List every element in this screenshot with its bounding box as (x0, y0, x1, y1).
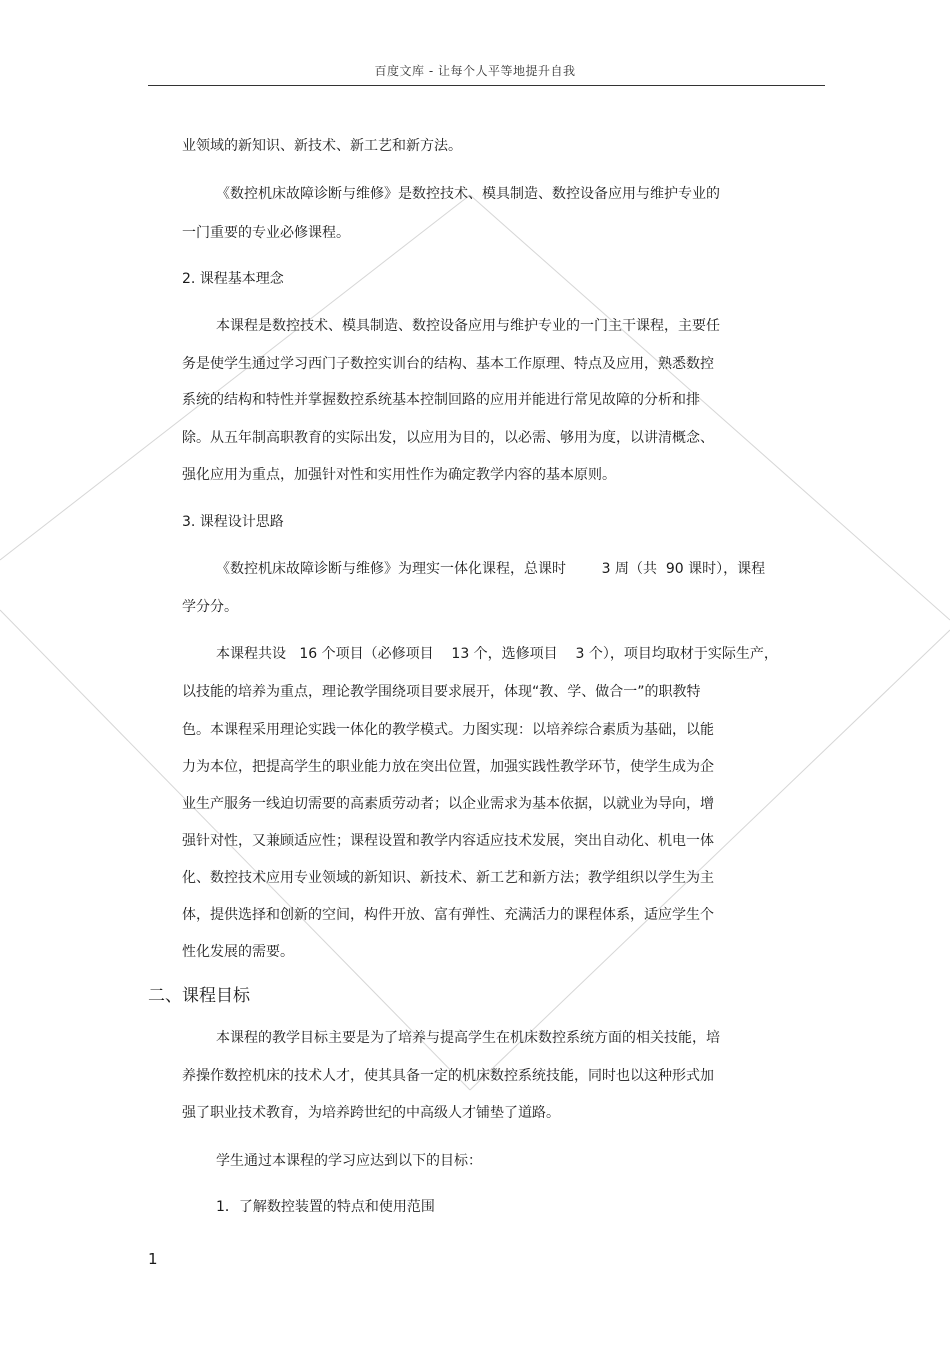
body-line: 力为本位，把提高学生的职业能力放在突出位置，加强实践性教学环节，使学生成为企 (182, 759, 714, 775)
body-line: 业领域的新知识、新技术、新工艺和新方法。 (182, 138, 462, 154)
paragraph-start: 《数控机床故障诊断与维修》为理实一体化课程，总课时 3 周（共 90 课时），课程 (216, 561, 766, 577)
body-line: 化、数控技术应用专业领域的新知识、新技术、新工艺和新方法；教学组织以学生为主 (182, 870, 714, 886)
body-line: 强化应用为重点，加强针对性和实用性作为确定教学内容的基本原则。 (182, 467, 616, 483)
body-line: 学分分。 (182, 599, 238, 615)
page-number: 1 (148, 1250, 158, 1268)
paragraph-start: 本课程的教学目标主要是为了培养与提高学生在机床数控系统方面的相关技能，培 (216, 1030, 720, 1046)
body-line: 色。本课程采用理论实践一体化的教学模式。力图实现：以培养综合素质为基础，以能 (182, 722, 714, 738)
body-line: 养操作数控机床的技术人才，使其具备一定的机床数控系统技能，同时也以这种形式加 (182, 1068, 714, 1084)
body-line: 性化发展的需要。 (182, 944, 294, 960)
body-line: 业生产服务一线迫切需要的高素质劳动者；以企业需求为基本依据，以就业为导向，增 (182, 796, 714, 812)
section-heading: 2. 课程基本理念 (182, 271, 284, 287)
body-line: 强针对性，又兼顾适应性；课程设置和教学内容适应技术发展，突出自动化、机电一体 (182, 833, 714, 849)
body-line: 系统的结构和特性并掌握数控系统基本控制回路的应用并能进行常见故障的分析和排 (182, 392, 700, 408)
paragraph-start: 《数控机床故障诊断与维修》是数控技术、模具制造、数控设备应用与维护专业的 (216, 186, 720, 202)
paragraph-start: 本课程共设 16 个项目（必修项目 13 个，选修项目 3 个），项目均取材于实际生产， (216, 646, 778, 662)
body-line: 务是使学生通过学习西门子数控实训台的结构、基本工作原理、特点及应用，熟悉数控 (182, 356, 714, 372)
chapter-heading: 二、课程目标 (148, 986, 250, 1006)
page-header: 百度文库 - 让每个人平等地提升自我 (374, 64, 576, 78)
header-rule (148, 85, 825, 86)
body-line: 除。从五年制高职教育的实际出发，以应用为目的，以必需、够用为度，以讲清概念、 (182, 430, 714, 446)
list-item: 1．了解数控装置的特点和使用范围 (216, 1199, 435, 1215)
body-line: 体，提供选择和创新的空间，构件开放、富有弹性、充满活力的课程体系，适应学生个 (182, 907, 714, 923)
body-line: 以技能的培养为重点，理论教学围绕项目要求展开，体现“教、学、做合一”的职教特 (182, 684, 701, 700)
section-heading: 3. 课程设计思路 (182, 514, 284, 530)
body-line: 强了职业技术教育，为培养跨世纪的中高级人才铺垫了道路。 (182, 1105, 560, 1121)
paragraph-start: 学生通过本课程的学习应达到以下的目标： (216, 1153, 482, 1169)
body-line: 一门重要的专业必修课程。 (182, 225, 350, 241)
paragraph-start: 本课程是数控技术、模具制造、数控设备应用与维护专业的一门主干课程，主要任 (216, 318, 720, 334)
